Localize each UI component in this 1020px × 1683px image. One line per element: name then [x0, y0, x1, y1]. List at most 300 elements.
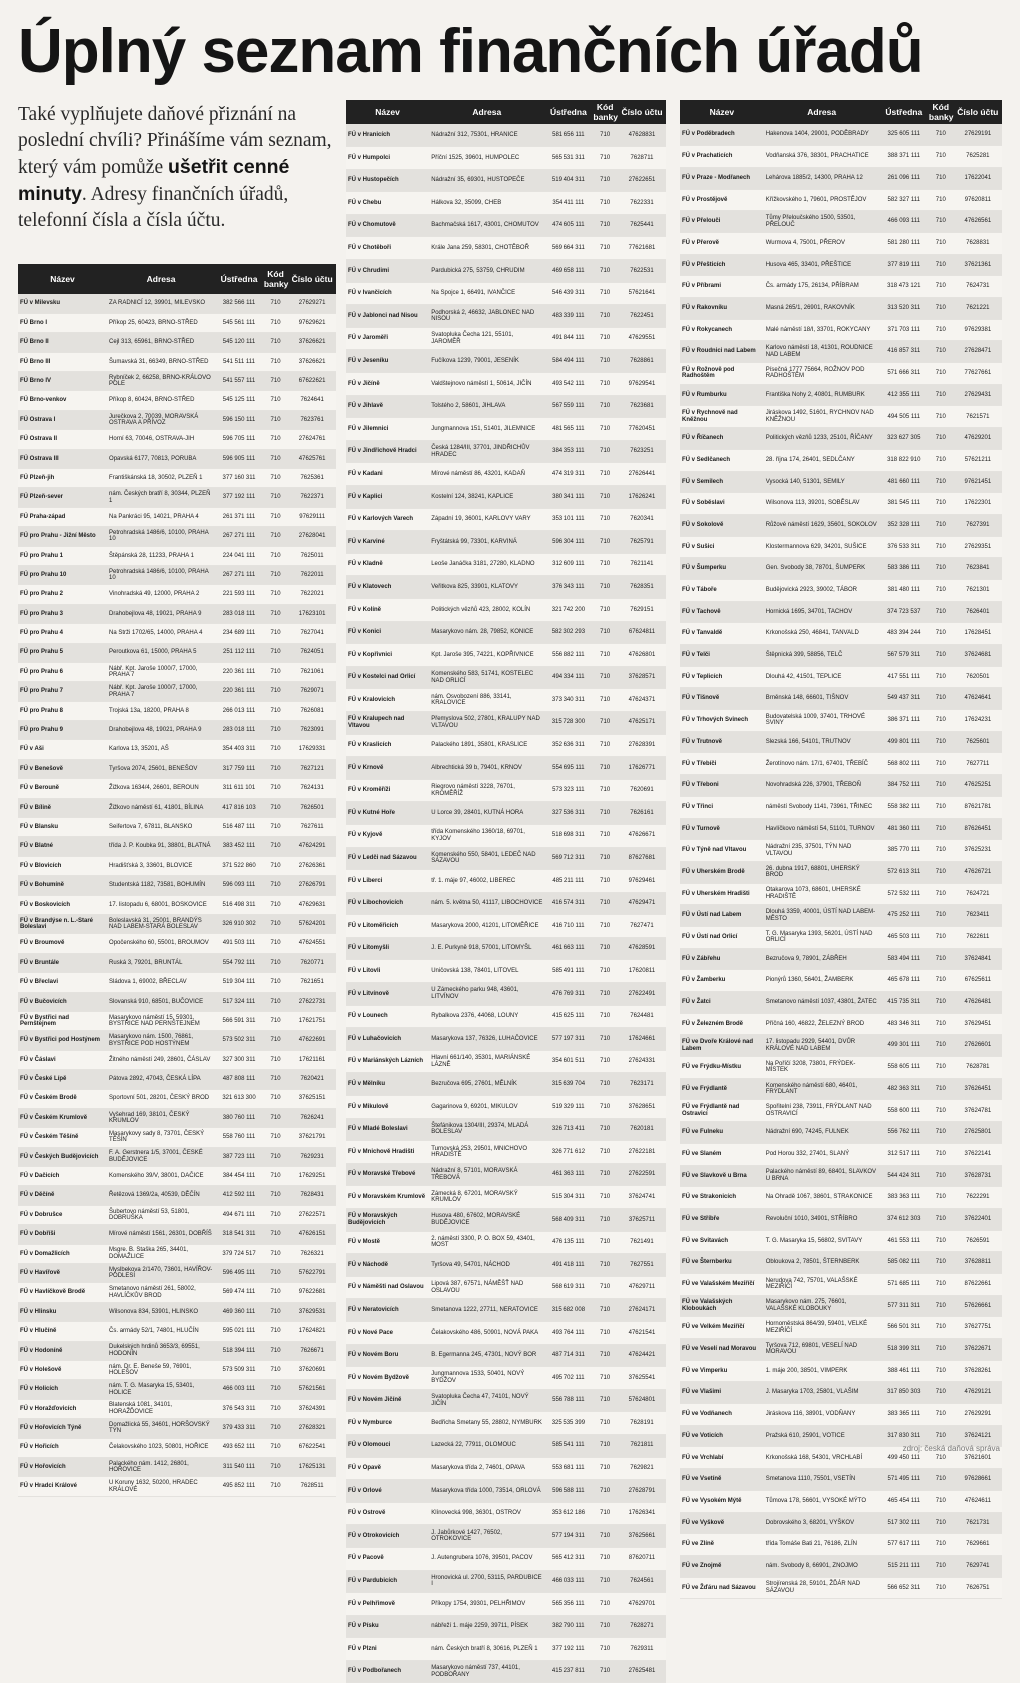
office-phone: 415 735 311 [880, 992, 928, 1014]
office-bank-code: 710 [263, 1089, 288, 1108]
office-phone: 569 474 111 [215, 1283, 263, 1302]
office-phone: 491 503 111 [215, 934, 263, 953]
office-account: 7628271 [618, 1615, 666, 1638]
office-name: FÚ v Podbořanech [346, 1660, 429, 1683]
office-account: 67622621 [288, 372, 336, 391]
office-account: 7622011 [288, 565, 336, 584]
table-row [346, 870, 666, 893]
office-account: 7629311 [618, 1638, 666, 1661]
office-phone: 499 301 111 [880, 1035, 928, 1057]
office-name: FÚ v Hodoníně [18, 1341, 107, 1360]
office-phone: 581 280 111 [880, 232, 928, 254]
office-bank-code: 710 [592, 1389, 618, 1412]
table-row [680, 1555, 1002, 1577]
office-name: FÚ pro Prahu - Jižní Město [18, 527, 107, 546]
office-name: FÚ v Karviné [346, 531, 429, 554]
table-row [346, 1344, 666, 1367]
table-row [18, 818, 336, 837]
office-phone: 466 033 111 [544, 1570, 592, 1593]
office-bank-code: 710 [928, 493, 954, 515]
office-phone: 371 522 860 [215, 856, 263, 875]
table-row [18, 1205, 336, 1224]
office-address: Tyršova 49, 54701, NÁCHOD [429, 1254, 544, 1277]
office-name: FÚ v Soběslavi [680, 493, 764, 515]
office-account: 57622791 [288, 1264, 336, 1283]
office-phone: 568 409 311 [544, 1209, 592, 1232]
office-bank-code: 710 [928, 1252, 954, 1274]
office-account: 97629111 [288, 507, 336, 526]
office-phone: 573 323 111 [544, 779, 592, 802]
table-row [18, 527, 336, 546]
office-address: Dlouhá 3359, 40001, ÚSTÍ NAD LABEM-MĚSTO [764, 905, 880, 927]
office-phone: 518 394 111 [215, 1341, 263, 1360]
office-bank-code: 710 [592, 350, 618, 373]
office-address: Františkánská 18, 30502, PLZEŇ 1 [107, 469, 215, 488]
office-bank-code: 710 [263, 934, 288, 953]
office-address: Msgre. B. Staška 265, 34401, DOMAŽLICE [107, 1244, 215, 1263]
office-account: 7626501 [288, 798, 336, 817]
office-address: Bedřicha Smetany 55, 28802, NYMBURK [429, 1412, 544, 1435]
office-bank-code: 710 [592, 214, 618, 237]
table-row [346, 757, 666, 780]
office-bank-code: 710 [263, 682, 288, 701]
table-row [680, 319, 1002, 341]
office-bank-code: 710 [592, 1457, 618, 1480]
office-bank-code: 710 [592, 779, 618, 802]
table-row [680, 1013, 1002, 1035]
office-address: Peroutkova 61, 15000, PRAHA 5 [107, 643, 215, 662]
office-account: 17624821 [288, 1322, 336, 1341]
offices-table [680, 100, 1002, 1599]
office-phone: 466 003 111 [215, 1380, 263, 1399]
office-account: 27626601 [954, 1035, 1002, 1057]
office-address: Karlovo náměstí 18, 41301, ROUDNICE NAD LABEM [764, 341, 880, 363]
header-address: Adresa [107, 264, 215, 294]
office-phone: 374 723 537 [880, 601, 928, 623]
office-account: 27629291 [954, 1404, 1002, 1426]
office-account: 7628351 [618, 576, 666, 599]
office-account: 7625011 [288, 546, 336, 565]
office-bank-code: 710 [928, 1230, 954, 1252]
table-row [18, 1244, 336, 1263]
table-row [346, 124, 666, 147]
office-account: 17625131 [288, 1457, 336, 1476]
table-row [346, 802, 666, 825]
office-account: 7625281 [954, 146, 1002, 168]
table-row [680, 1404, 1002, 1426]
office-bank-code: 710 [592, 1593, 618, 1616]
office-bank-code: 710 [263, 624, 288, 643]
office-bank-code: 710 [592, 508, 618, 531]
office-address: Blatenská 1081, 34101, HORAŽĎOVICE [107, 1399, 215, 1418]
office-name: FÚ v Mladé Boleslavi [346, 1118, 429, 1141]
office-name: FÚ v Mikulově [346, 1096, 429, 1119]
office-bank-code: 710 [928, 796, 954, 818]
office-address: Na Strži 1702/65, 14000, PRAHA 4 [107, 624, 215, 643]
office-account: 7620691 [618, 779, 666, 802]
table-row [346, 237, 666, 260]
office-account: 37621361 [954, 254, 1002, 276]
office-name: FÚ v Rožnově pod Radhoštěm [680, 363, 764, 385]
table-row [346, 1502, 666, 1525]
office-phone: 416 710 111 [544, 915, 592, 938]
office-account: 7627041 [288, 624, 336, 643]
office-name: FÚ v České Lípě [18, 1070, 107, 1089]
office-bank-code: 710 [928, 1035, 954, 1057]
office-bank-code: 710 [263, 546, 288, 565]
office-account: 17624231 [954, 710, 1002, 732]
office-phone: 318 822 910 [880, 449, 928, 471]
office-address: Čs. armády 175, 26134, PŘÍBRAM [764, 276, 880, 298]
office-name: FÚ v Bystřici nad Pernštejnem [18, 1011, 107, 1030]
office-account: 7621491 [618, 1231, 666, 1254]
office-name: FÚ v Kaplici [346, 486, 429, 509]
office-account: 97629381 [954, 319, 1002, 341]
office-account: 7629151 [618, 598, 666, 621]
office-name: FÚ ve Svitavách [680, 1230, 764, 1252]
office-account: 57624801 [618, 1389, 666, 1412]
office-phone: 261 371 111 [215, 507, 263, 526]
office-bank-code: 710 [928, 146, 954, 168]
table-body [346, 124, 666, 1683]
office-account: 17624661 [618, 1028, 666, 1051]
office-phone: 415 237 811 [544, 1660, 592, 1683]
office-address: Nábř. Kpt. Jaroše 1000/7, 17000, PRAHA 7 [107, 662, 215, 681]
table-row [18, 604, 336, 623]
office-address: Masarykovo nám. 1500, 76861, BYSTŘICE POD HOSTÝNEM [107, 1031, 215, 1050]
lead-text: Také vyplňujete daňové přiznání na poslední chvíli? Přinášíme vám seznam, který vám pomůže [18, 104, 332, 178]
office-account: 97629541 [618, 373, 666, 396]
office-bank-code: 710 [928, 1013, 954, 1035]
table-row [18, 546, 336, 565]
table-row [680, 254, 1002, 276]
table-row [680, 428, 1002, 450]
office-bank-code: 710 [263, 876, 288, 895]
office-phone: 461 553 111 [880, 1230, 928, 1252]
office-phone: 581 656 111 [544, 124, 592, 147]
office-name: FÚ Praha-západ [18, 507, 107, 526]
office-phone: 518 399 311 [880, 1339, 928, 1361]
office-name: FÚ ve Vlašimi [680, 1382, 764, 1404]
office-bank-code: 710 [928, 124, 954, 146]
office-account: 37625151 [288, 1089, 336, 1108]
table-row [18, 449, 336, 468]
office-name: FÚ ve Vimperku [680, 1360, 764, 1382]
office-bank-code: 710 [263, 721, 288, 740]
office-phone: 377 192 111 [215, 488, 263, 507]
table-row [346, 553, 666, 576]
office-phone: 323 627 305 [880, 428, 928, 450]
table-row [18, 973, 336, 992]
office-name: FÚ v Hustopečích [346, 169, 429, 192]
office-phone: 377 192 111 [544, 1638, 592, 1661]
table-row [18, 624, 336, 643]
office-name: FÚ Brno III [18, 352, 107, 371]
table-row [346, 1570, 666, 1593]
office-name: FÚ v Moravské Třebové [346, 1163, 429, 1186]
office-name: FÚ ve Frýdlantě nad Ostravicí [680, 1100, 764, 1122]
header-address: Adresa [429, 100, 544, 124]
office-account: 77621681 [618, 237, 666, 260]
office-name: FÚ ve Znojmě [680, 1555, 764, 1577]
office-phone: 571 685 111 [880, 1273, 928, 1295]
table-row [18, 1457, 336, 1476]
table-row [18, 507, 336, 526]
table-row [680, 1490, 1002, 1512]
table-row [18, 469, 336, 488]
office-phone: 353 101 111 [544, 508, 592, 531]
table-row [680, 298, 1002, 320]
office-address: Smetanovo náměstí 1037, 43801, ŽATEC [764, 992, 880, 1014]
office-address: Čelakovského 486, 50901, NOVÁ PAKA [429, 1321, 544, 1344]
office-phone: 321 613 300 [215, 1089, 263, 1108]
office-bank-code: 710 [592, 192, 618, 215]
office-account: 7625791 [618, 531, 666, 554]
office-account: 7629071 [288, 682, 336, 701]
table-row [18, 1360, 336, 1379]
office-bank-code: 710 [928, 1469, 954, 1491]
table-row [680, 992, 1002, 1014]
office-address: Jungmannova 151, 51401, JILEMNICE [429, 418, 544, 441]
office-phone: 577 197 311 [544, 1028, 592, 1051]
office-bank-code: 710 [592, 983, 618, 1006]
header-name: Název [346, 100, 429, 124]
office-address: Tyršova 2074, 25601, BENEŠOV [107, 759, 215, 778]
office-account: 17622041 [954, 167, 1002, 189]
table-row [18, 1070, 336, 1089]
office-account: 27622571 [288, 1205, 336, 1224]
office-name: FÚ v Broumově [18, 934, 107, 953]
office-account: 27628471 [954, 341, 1002, 363]
office-name: FÚ v Ivančicích [346, 282, 429, 305]
office-phone: 596 705 111 [215, 430, 263, 449]
office-bank-code: 710 [592, 1502, 618, 1525]
table-row [680, 623, 1002, 645]
office-phone: 317 830 311 [880, 1425, 928, 1447]
office-name: FÚ v Přelouči [680, 211, 764, 233]
office-phone: 554 792 111 [215, 953, 263, 972]
office-phone: 515 304 311 [544, 1186, 592, 1209]
office-address: Svatopluka Čecha 121, 55101, JAROMĚŘ [429, 327, 544, 350]
office-name: FÚ v Konici [346, 621, 429, 644]
office-account: 7621141 [618, 553, 666, 576]
office-bank-code: 710 [592, 1186, 618, 1209]
office-address: Mírové náměstí 1561, 26301, DOBŘÍŠ [107, 1225, 215, 1244]
office-address: Komenského 39/V, 38001, DAČICE [107, 1167, 215, 1186]
office-bank-code: 710 [592, 395, 618, 418]
office-address: Turnovská 253, 29501, MNICHOVO HRADIŠTĚ [429, 1141, 544, 1164]
office-address: T. G. Masaryka 15, 56802, SVITAVY [764, 1230, 880, 1252]
office-phone: 315 682 008 [544, 1299, 592, 1322]
office-account: 7621651 [288, 973, 336, 992]
office-phone: 325 605 111 [880, 124, 928, 146]
office-phone: 556 762 111 [880, 1122, 928, 1144]
office-bank-code: 710 [928, 710, 954, 732]
office-address: Rybníček 2, 66258, BRNO-KRÁLOVO POLE [107, 372, 215, 391]
office-address: Masarykovy sady 8, 73701, ČESKÝ TĚŠÍN [107, 1128, 215, 1147]
office-bank-code: 710 [928, 840, 954, 862]
office-name: FÚ Ostrava I [18, 410, 107, 429]
office-name: FÚ v Kopřivnici [346, 644, 429, 667]
table-row [680, 948, 1002, 970]
office-bank-code: 710 [928, 1078, 954, 1100]
office-address: Příčná 160, 46822, ŽELEZNÝ BROD [764, 1013, 880, 1035]
office-bank-code: 710 [592, 1367, 618, 1390]
office-phone: 465 678 111 [880, 970, 928, 992]
office-phone: 315 639 704 [544, 1073, 592, 1096]
table-row [680, 1534, 1002, 1556]
office-name: FÚ v Čáslavi [18, 1050, 107, 1069]
office-bank-code: 710 [263, 430, 288, 449]
office-name: FÚ ve Zlíně [680, 1534, 764, 1556]
office-bank-code: 710 [592, 440, 618, 463]
office-name: FÚ v Sokolově [680, 514, 764, 536]
office-bank-code: 710 [928, 861, 954, 883]
office-account: 7626671 [288, 1341, 336, 1360]
office-bank-code: 710 [928, 753, 954, 775]
office-phone: 596 150 111 [215, 410, 263, 429]
office-name: FÚ v Náměšti nad Oslavou [346, 1276, 429, 1299]
office-phone: 385 770 111 [880, 840, 928, 862]
table-row [680, 601, 1002, 623]
office-account: 7628711 [618, 147, 666, 170]
office-bank-code: 710 [263, 352, 288, 371]
office-bank-code: 710 [263, 837, 288, 856]
table-row [680, 1577, 1002, 1599]
office-name: FÚ v Litoměřicích [346, 915, 429, 938]
office-phone: 556 788 111 [544, 1389, 592, 1412]
office-name: FÚ v Plzni [346, 1638, 429, 1661]
office-account: 47629631 [288, 895, 336, 914]
office-name: FÚ v Pardubicích [346, 1570, 429, 1593]
office-name: FÚ v Železném Brodě [680, 1013, 764, 1035]
office-bank-code: 710 [263, 1399, 288, 1418]
office-name: FÚ v Karlových Varech [346, 508, 429, 531]
office-phone: 485 211 111 [544, 870, 592, 893]
office-address: Žerotínovo nám. 17/1, 67401, TŘEBÍČ [764, 753, 880, 775]
table-row [680, 796, 1002, 818]
office-name: FÚ v Lounech [346, 1005, 429, 1028]
office-address: Klostermannova 629, 34201, SUŠICE [764, 536, 880, 558]
office-bank-code: 710 [592, 169, 618, 192]
office-address: Sládova 1, 69002, BŘECLAV [107, 973, 215, 992]
office-account: 57621561 [288, 1380, 336, 1399]
lead-text-end: . Adresy finančních úřadů, telefonní čísla a čísla účtu. [18, 184, 289, 231]
office-address: J. Masaryka 1703, 25801, VLAŠIM [764, 1382, 880, 1404]
office-address: Jiráskova 1492, 51601, RYCHNOV NAD KNĚŽNOU [764, 406, 880, 428]
office-phone: 474 319 311 [544, 463, 592, 486]
table-row [346, 463, 666, 486]
office-phone: 267 271 111 [215, 565, 263, 584]
office-address: nám. Osvobození 886, 33141, KRALOVICE [429, 689, 544, 712]
table-row [346, 847, 666, 870]
office-bank-code: 710 [263, 1244, 288, 1263]
table-row [18, 430, 336, 449]
table-row [680, 753, 1002, 775]
office-name: FÚ v Havlíčkově Brodě [18, 1283, 107, 1302]
office-phone: 553 681 111 [544, 1457, 592, 1480]
office-account: 37628651 [618, 1096, 666, 1119]
office-bank-code: 710 [263, 1283, 288, 1302]
table-row [346, 1593, 666, 1616]
office-phone: 518 698 311 [544, 824, 592, 847]
office-bank-code: 710 [928, 926, 954, 948]
office-bank-code: 710 [592, 734, 618, 757]
office-account: 37625541 [618, 1367, 666, 1390]
office-phone: 495 852 111 [215, 1477, 263, 1496]
office-name: FÚ v Semilech [680, 471, 764, 493]
office-bank-code: 710 [928, 1143, 954, 1165]
office-phone: 325 535 399 [544, 1412, 592, 1435]
office-account: 47625251 [954, 775, 1002, 797]
office-phone: 549 437 311 [880, 688, 928, 710]
office-phone: 596 905 111 [215, 449, 263, 468]
office-phone: 545 120 111 [215, 333, 263, 352]
office-bank-code: 710 [592, 847, 618, 870]
table-row [18, 1341, 336, 1360]
table-row [18, 701, 336, 720]
office-account: 27626441 [618, 463, 666, 486]
office-account: 7626081 [288, 701, 336, 720]
table-row [346, 1321, 666, 1344]
office-account: 37624681 [954, 645, 1002, 667]
table-row [346, 937, 666, 960]
office-phone: 565 531 311 [544, 147, 592, 170]
office-phone: 572 613 311 [880, 861, 928, 883]
office-bank-code: 710 [928, 775, 954, 797]
table-row [18, 915, 336, 934]
table-row [680, 1187, 1002, 1209]
office-account: 27624761 [288, 430, 336, 449]
office-phone: 566 591 311 [215, 1011, 263, 1030]
office-bank-code: 710 [592, 689, 618, 712]
office-account: 7624641 [288, 391, 336, 410]
office-address: Kostelní 124, 38241, KAPLICE [429, 486, 544, 509]
table-row [18, 682, 336, 701]
office-phone: 546 439 311 [544, 282, 592, 305]
table-row [680, 1100, 1002, 1122]
header-address: Adresa [764, 100, 880, 124]
office-address: 26. dubna 1917, 68801, UHERSKÝ BROD [764, 861, 880, 883]
office-bank-code: 710 [592, 666, 618, 689]
header-name: Název [18, 264, 107, 294]
office-address: J. Jabůrkové 1427, 76502, OTROKOVICE [429, 1525, 544, 1548]
office-phone: 379 433 311 [215, 1419, 263, 1438]
office-bank-code: 710 [592, 1660, 618, 1683]
office-account: 7626321 [288, 1244, 336, 1263]
office-address: U Koruny 1632, 50200, HRADEC KRÁLOVÉ [107, 1477, 215, 1496]
table-row [18, 662, 336, 681]
office-bank-code: 710 [592, 327, 618, 350]
office-address: Masarykova třída 1000, 73514, ORLOVÁ [429, 1480, 544, 1503]
office-address: Nádražní 8, 57101, MORAVSKÁ TŘEBOVÁ [429, 1163, 544, 1186]
table-row [680, 1057, 1002, 1079]
office-bank-code: 710 [592, 1163, 618, 1186]
office-address: Štefánikova 1304/III, 29374, MLADÁ BOLESLAV [429, 1118, 544, 1141]
office-account: 27628321 [288, 1419, 336, 1438]
office-account: 37628261 [954, 1360, 1002, 1382]
office-name: FÚ v Rychnově nad Kněžnou [680, 406, 764, 428]
office-name: FÚ v Novém Bydžově [346, 1367, 429, 1390]
office-bank-code: 710 [928, 1490, 954, 1512]
office-bank-code: 710 [592, 1638, 618, 1661]
office-phone: 476 769 311 [544, 983, 592, 1006]
table-row [18, 372, 336, 391]
office-bank-code: 710 [592, 576, 618, 599]
office-bank-code: 710 [928, 1577, 954, 1599]
office-account: 7627391 [954, 514, 1002, 536]
office-phone: 311 540 111 [215, 1457, 263, 1476]
